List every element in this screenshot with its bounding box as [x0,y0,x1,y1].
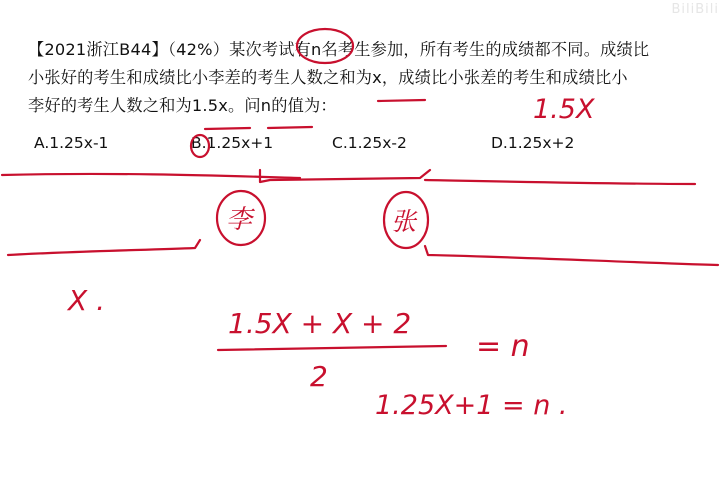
handwritten-zhang: 张 [391,207,417,236]
option-a: A.1.25x-1 [34,134,109,152]
bracket-between [260,170,430,182]
handwritten-li: 李 [226,205,253,235]
watermark: BiliBili [671,2,719,17]
handwritten-1-5x: 1.5X [533,94,595,125]
bottom-line-left [8,240,200,255]
fraction-bar [218,346,446,350]
underline-x [378,100,425,101]
bottom-line-right [425,246,718,265]
option-d: D.1.25x+2 [491,134,575,152]
option-b: B.1.25x+1 [191,134,274,152]
circle-option-b [191,135,209,157]
handwritten-denominator: 2 [310,360,328,393]
top-line-right [425,180,695,184]
handwritten-numerator: 1.5X + X + 2 [228,307,412,340]
question-line-1: 【2021浙江B44】（42%）某次考试有n名考生参加，所有考生的成绩都不同。成绩比 [28,40,650,59]
handwritten-result: 1.25X+1 = n . [375,390,568,421]
handwritten-x-left: X . [68,284,105,317]
underline-1-5x [205,128,250,129]
question-line-2: 小张好的考生和成绩比小李差的考生人数之和为x，成绩比小张差的考生和成绩比小 [28,68,628,87]
option-c: C.1.25x-2 [332,134,407,152]
top-line-left [2,174,300,178]
question-line-3: 李好的考生人数之和为1.5x。问n的值为： [28,96,337,115]
handwritten-equals-n: = n [476,329,530,364]
underline-n [268,127,312,128]
circle-n-annotation [297,29,353,63]
